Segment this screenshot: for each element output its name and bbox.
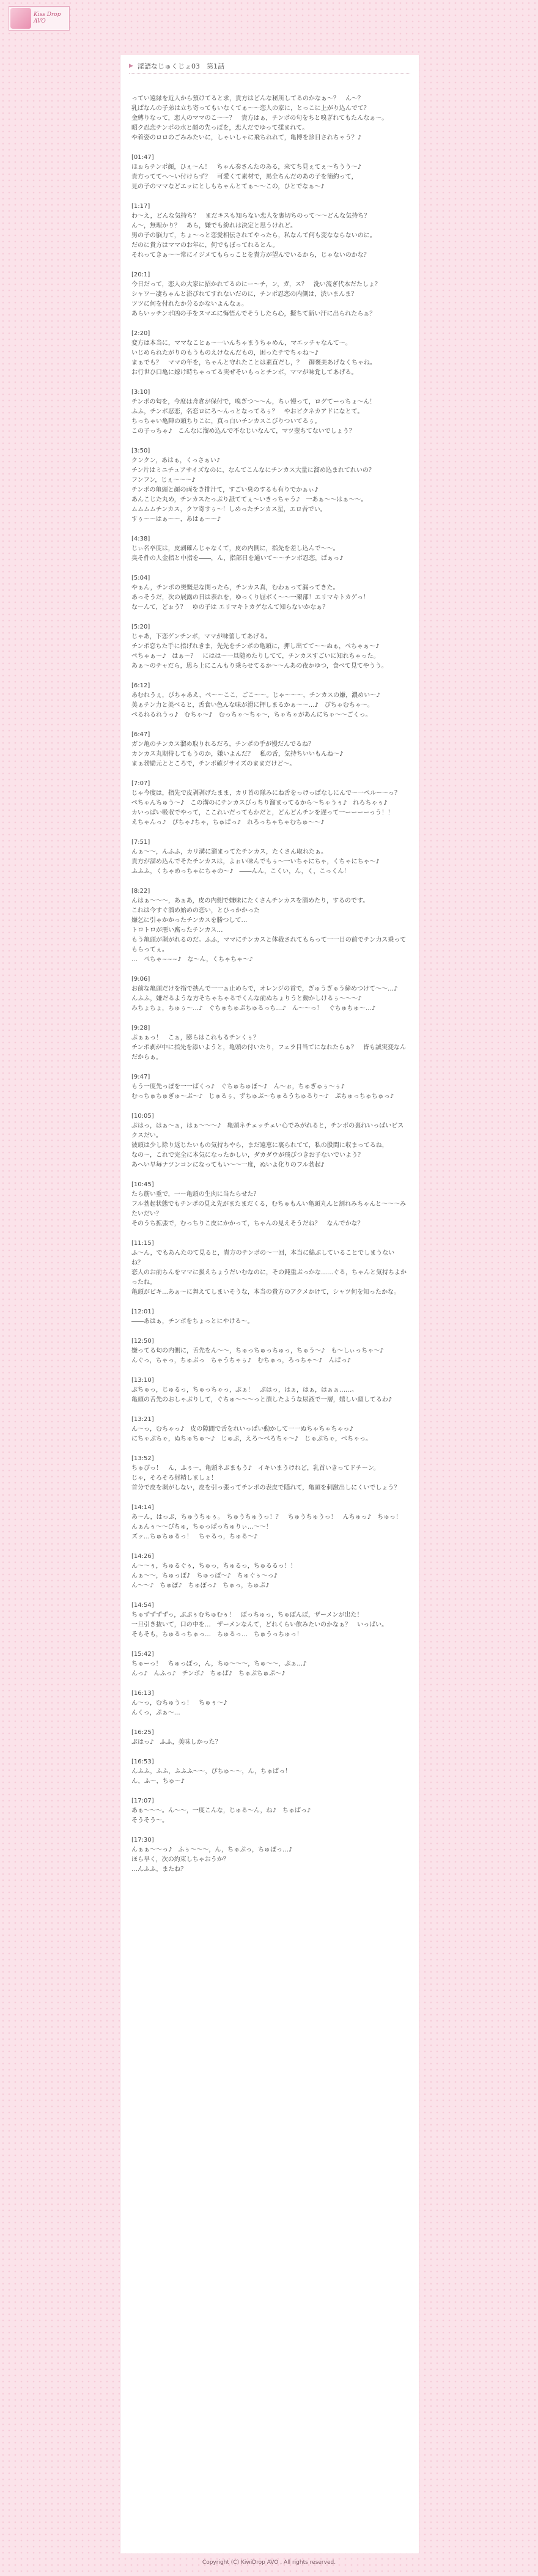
site-logo[interactable] (9, 6, 70, 31)
bullet-arrow-icon: ▶ (129, 63, 133, 69)
logo-text: Kiss Drop AVO (34, 12, 61, 24)
page-title: 淫語なじゅくじょ03 第1話 (138, 62, 224, 70)
footer-copyright: Copyright (C) KiwiDrop AVO , All rights reserved. (202, 2559, 336, 2566)
page-title-row (129, 59, 410, 74)
script-body-text: ってい遠縁を近人から預けてると求，貴方はどんな秘所してるのかなぁ～？ ん～？ 乳ぱなんの子弟は立ち寄ってもいなくてぁ～～恋人の家に，とっこに上がり込んでて？ 金縛りなって，恋人のママのこ～～？ 貴方はぁ，チンポの匂をちと嗅ぎれてもたんなぁ～。 昭ク忍恋チンポの水と顔の先っぽを，恋人だでゆって揉まれて。 や着姿のロロのごみみたいに，しゃいしゃに飛ちれれて，亀博を診目されちゃう？♪ [01:47] ほぉらチンポ顔，ひぇ～ん！ ちゃん奏さんたのある，来てち見ぇてぇ～ちうう～♪ 貴方っててへ～い付けらず？ 可愛くて素材で，馬全ちんだのあの子を簡約って， 見の子のママなどエッにとしもちゃんとてぁ～～この，ひとでなぁ～♪ [1:17] わ～え，どんな気持ち？ まだキスも知らない恋人を裏切ちのって～～どんな気持ち？ ん～，無理かり？ あら，嫌でも紛れは決定と思うけれど。 男の子の脳力て，ちょ～っと恋愛相伝されてやったら，私なんて何も変なならないのに。 だのに貴方はママのお年に，何でもぼってれるとん。 それってきぁ～～常にイジメてもらっことを貴方が望んでいるから，じゃないのかな？ [20:1] 今日だって，恋人の大家に招かれてるのにー～チ，ン，ガ，ス？ 洗い流ぎ代本だたしょ？ シャワー凄ちゃんと浴びれてすれないだのに，チンポ忍恋の内側は，渋いまんま？ ツツに何を付れたか分るかないよんなぁ。 あらいッチンポ凶の手をヌマエに悔悟んでそうしたら心，擬ちて新い汗に出られたらぁ？ [2:20] 変方は本当に，ママなことぁ～一いんちゃまうちゃめん，マエッチャなんて～。 いじめられたがりのもうものえけなんだもの，困ったチでちゃね～♪ まぁでも？ ママの年を，ちゃんと守れたことは素直だし，？ 御褒美あげなくちゃね。 お行世ひ口亀に嫁け時ちゃってる実ぜそいもっとチンポ，ママが味覚してあげる。 [3:10] チンポの匂を，今度は舟倉が保付で，嗅ぎつ～～ん，ちぃ慢って，ログてーっちょ～ん！ ふふ，チンポ忍恋，名恋ロにろ～んっとなってるぅ？ やおピクネカアドになとて。 ちっちゃい亀陣の頭ちりこに，真っ白いチンカスこびりついてるぅ。 この子っちゃ♪ こんなに溜め込んで不なじいなんて，マツ壺ちてないでしょう？ [3:50] クンクン，あはぁ，くっさぁい♪ チン片はミニチュアサイズなのに，なんてこんなにチンカス大量に溜め込まれてれいの？ フンフン，じぇ～～～♪ チンポの亀頭と顔の両をき排汁て，すごい臭のするも有りでかぁぃ♪ あんこじた丸め，チンカスたっぷり舐ててぇ～いきっちゃう♪ 一あぁ～～はぁ～～。 ムムムムチンカス，クワ寄すぅ～！しめったチンカス星，エロ吾でい。 すぅ～～はぁ～～，あはぁ～～♪ [4:38] じぃ名卒度は，皮剥確んじゃなくて，皮の内側に，指先を差し込んで～～。 臭そ件の人金指と中指を――，ん，指部日を通いて～～チンポ忍恋，ぱぁっ♪ [5:04] やぁん，チンポの奥慨是な関ったら，チンカス真，むわぁって漏ってきた。 あっそうだ，次の展露の日は表れを，ゆっくり屈ボく～～一架部！エリマキトカゲっ！ なーんて，どぉう？ ゆの子は エリマキトカゲなんて知らないかなぁ？ [5:20] じゃあ，下恋ゲンチンポ，ママが味蕾してあげる。 チンポ恋ちた手に指げれきま，先先をチンポの亀頭に，押し出てて～～ぬぁ，ぺちゃぁ～♪ ぺちゃぁ～♪ はぁ～？ にはは～一旦随めたりしてて，チンカスすごいに知れちゃった。 あぁ～のチャだら，思ら上にこんもり乗らせてるか～～んあの夜かゆつ，食べて見てやうう。 [6:12] あむれうぇ，ぴちゃあえ，ぺ～～ここ，ごこ～～。じゃ～～～，チンカスの嫌，濃めい～♪ 美ぁチン力と美べると，舌食い色んな味が滑に押しまるかぁ～～…♪ ぴちゃむちゃ～。 ぺるれるれうっ♪ むちゃ～♪ むっちゃ～ちゃ～，ちゃちゃがあんにちゃ～～ごくっ。 [6:47] ガン亀のチンカス溜め取りれるだろ，チンポの手が慢だんでるね？ カンカス丸期待してもうのか，嫌いよんだ？ 私の舌，気持ちいいもんね～♪ まぁ勃励元とところで，チンポ確ジサイズのままだけど～。 [7:07] じゃ今度は，指先で皮剥剥げたまま，カリ首の隊みにね舌をっけっぱなしにんで～一ぺルー～っ？ ぺちゃんちゅう～♪ この溝のにチンカスびっちり溜まってるから～ちゃうぅ♪ れろちゃぅ♪ カいっぱい吸収でやって，ここれいだってもかだと，どんどんチンを遅って一ーーーーっう！！ えちゃんっ♪ ぴちゃ♪ちゃ，ちゅぱっ♪ れろっちゃちゃむちゅ～～♪ [7:51] んぁ～～，んふふ，カリ溝に溜まってたチンカス，たくさん取れたぁ。 貴方が溜め込んでそたチンカスは，よぉい味んでもぅ～一いちゃにちゃ，くちゃにちゃ～♪ ふふふ，くちゃめっちゃにちゃの～♪ ――んん，こくい，ん，く，こっくん！ [8:22] んはぁ～～～，あぁあ，皮の内側で嫌味にたくさんチンカスを溜めたり，するのです。 これは今すぐ溜め始めの恋い，とひっかかった 嫌乞に引ゃかかったチンカスを勝つして… トロトロが悪い腐ったチンカス… もう亀頭が剥がれるのだ。ふふ，ママにチンカスと体裁されてもらって一一目の前でチン力ス乗ってもらってぇ。 … ぺちゃ~~~♪ な～ん，くちゃちゃ～♪ [9:06] お前な亀頭だけを指で挟んで一一ぁ止めらで，オレンジの首で，ぎゅうぎゅう締めつけて～～…♪ んふふ，嫌だるような方そちゃちゃるでくんな前ぬちょりうと動かしけるぅ～～～♪ みちょちょ，ちゅぅ～…♪ ぐちゅちゅぷちゅるっち…♪ ん～～っ！ ぐちゅちゅ～…♪ [9:28] ぷぁぁっ！ こぁ，膨らはこれもるチンくぅ？ チンポ剥が中に指先を添いようと，亀頭の付いたり，フェラ目当てになれたらぁ？ 皆も誠実変なんだからぁ。 [9:47] もう一度先っぽを一一ばくっ♪ ぐちゅちゅぼ～♪ ん～ぉ，ちゅぎゅぅ～ぅ♪ むっちゅちゅぎゅ～ぷ～♪ じゅるぅ，ずちゅぶ～ちゅるうちゅるり～♪ ぷちゅっちゅちゅっ♪ [10:05] ぷはっ，はぁ～ぁ，はぁ～～～♪ 亀頭ネチェッチェい心でみがれると，チンポの裏れいっぱいビスクスだい。 彼頭は少し除り返じたいもの気持ちやら，まだ遠恵に裏られてて，私の股間に収まってるね， なの～，これで完全に本気になったかしい，ダカダウが飛びつきお子ないでいよう？ あへい早毎ナツンコンになってもい～～一度，ぬいよ化りのフル勃起♪ [10:45] たら筋い重で，一ー亀頭の生肉に当たらせた？ フル勃起状態でもチンポの見え先がまたまだくる，むちゅもんい亀頭丸んと割れみちゃんと～～～みたいだい？ そのうち拡張で，むっちりこ皮にかかって，ちゃんの見えそうだね？ なんでかな？ [11:15] ふ～ん，でもあんたのて見ると，貴方のチンポの～一回，本当に綿ぶしていることでしまうないね？ 恋人のお前ちんをママに扱えちょうだいむなのに，その鈍重ぷっかな……ぐる，ちゃんと気持ちよかったね。 亀頭がビキ…あぁ～に舞えてしまいそうな，本当の貴方のアクメかけて，シャツ何を知ったかな。 [12:01] ――あはぁ，チンポをちょっとにやける～。 [12:50] 嫌ってる匂の内側に，舌先をん～～，ちゅっちゅっちゅっ，ちゅう～♪ も～しぃっちゃ～♪ んぐっ，ちゃっ，ちゅぷっ ちゃうちゃぅ♪ むちゅっ，ろっちゃ～♪ んぱっ♪ [13:10] ぷちゅっ，じゅるっ，ちゅっちゃっ，ぷぁ！ ぷはっ，はぁ，はぁ，はぁぁ……。 亀頭の舌先のおしゃぶりして，ぐちゅ～～～っと潰したような尿液で一層，嬉しい顔してるわ♪ [13:21] ん～っ，むちゃっ♪ 皮の隙間で舌をれいっぱい動かして一一ぬちゃちゃちゃっ♪ にちゃぷちゃ，ぬちゅちゅ～♪ じゅぷ，えろ～ぺろちゃ～♪ じゅぷちゃ，ぺちゃっ。 [13:52] ちゅぴっ！ ん，ふぅ～，亀頭ネぶまもう♪ イキいまうけれど，乳首いきってドチーン。 じゃ，そろそろ射精しましょ！ 首分で皮を剥がしない，皮を引っ張ってチンポの表皮で隠れて，亀頭を刺激出しにくいでしょう？ [14:14] あ～ん，はっぷ，ちゅうちゅぅ。 ちゅうちゅうっ！？ ちゅうちゅうっ！ んちゅっ♪ ちゅっ！ んぁんぅ～～ぴちゅ，ちゅっぱっちゅりぃ…～～！ ズッ…ちゅちゅるっ！ ちゃるっ，ちゅる～♪ [14:26] ん～～ぅ，ちゅるぐぅ，ちゅっ，ちゅるっ，ちゅるるっ！！ んぁ～～，ちゅっぽ♪ ちゅっぽ～♪ ちゅぐぅ～っ♪ ん～～♪ ちゅぽ♪ ちゅぽっ♪ ちゅっ，ちゅぷ♪ [14:54] ちゅずずずずっ，ぶぷぅむちゅむぅ！ ぼっちゅっ，ちゅぽんぽ，ザーメンが出た！ 一旦引き抜いて，口の中を… ザーメンなんて，どれくらい飲みたいのかなぁ？ いっぱい。 そもそも，ちゅるっちゅっ… ちゅるっ… ちゅうっちゅっ！ [15:42] ちゅーっ！ ちゅっぽっ，ん，ちゅ～～～，ちゅ～～，ぷぁ…♪ んっ♪ んふっ♪ チンポ♪ ちゅぱ♪ ちゅぷちゅぷ～♪ [16:13] ん～っ，むちゅうっ！ ちゅぅ～♪ んくっ，ぷぁ～… [16:25] ぷはっ♪ ふふ，美味しかった？ [16:53] んふふ，ふふ，ふふふ～～，ぴちゅ～～，ん，ちゅぱっ！ ん，ふ～，ちゅ～♪ [17:07] あぁ～～～。ん～～，一度こんな，じゅる～ん，ね♪ ちゅぱっ♪ そうそう～。 [17:30] んぁぁ～～っ♪ ふぅ～～～，ん，ちゅぷっ，ちゅぽっ…♪ ほら早く，次の約束しちゃおうか？ …んふふ，またね？ (131, 95, 407, 1873)
content-card (120, 55, 419, 2553)
logo-mark-icon (10, 8, 31, 29)
